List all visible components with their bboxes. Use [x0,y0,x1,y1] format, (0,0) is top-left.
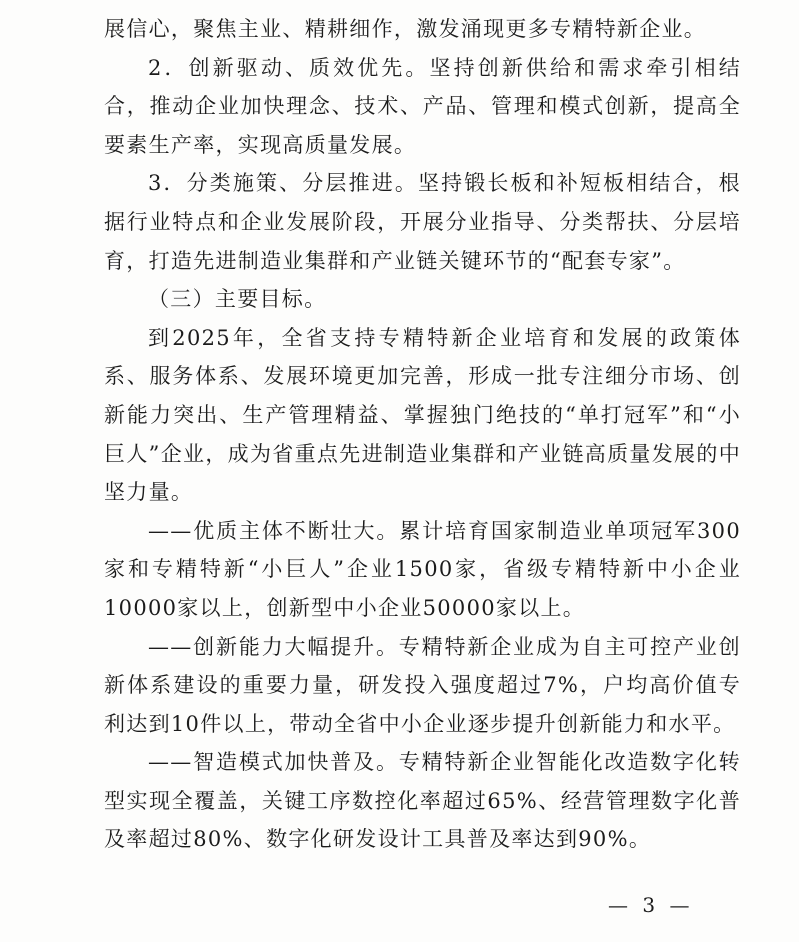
paragraph-quality-entities: ——优质主体不断壮大。累计培育国家制造业单项冠军300家和专精特新“小巨人”企业1500家，省级专精特新中小企业10000家以上，创新型中小企业50000家以上。 [104,518,741,620]
section-heading-main-goals: （三）主要目标。 [148,287,327,312]
paragraph-innovation-capacity: ——创新能力大幅提升。专精特新企业成为自主可控产业创新体系建设的重要力量，研发投入强度超过7%，户均高价值专利达到10件以上，带动全省中小企业逐步提升创新能力和水平。 [104,634,741,736]
paragraph-smart-manufacturing: ——智造模式加快普及。专精特新企业智能化改造数字化转型实现全覆盖，关键工序数控化率超过65%、经营管理数字化普及率超过80%、数字化研发设计工具普及率达到90%。 [104,750,741,852]
page-number: — 3 — [608,893,694,917]
paragraph-principle-2: 2．创新驱动、质效优先。坚持创新供给和需求牵引相结合，推动企业加快理念、技术、产品、管理和模式创新，提高全要素生产率，实现高质量发展。 [104,55,741,157]
paragraph-principle-3: 3．分类施策、分层推进。坚持锻长板和补短板相结合，根据行业特点和企业发展阶段，开展分业指导、分类帮扶、分层培育，打造先进制造业集群和产业链关键环节的“配套专家”。 [104,171,741,273]
paragraph-goals-2025: 到2025年，全省支持专精特新企业培育和发展的政策体系、服务体系、发展环境更加完善，形成一批专注细分市场、创新能力突出、生产管理精益、掌握独门绝技的“单打冠军”和“小巨人”企业，成为省重点先进制造业集群和产业链高质量发展的中坚力量。 [104,325,741,505]
paragraph-continuation: 展信心，聚焦主业、精耕细作，激发涌现更多专精特新企业。 [104,17,707,41]
